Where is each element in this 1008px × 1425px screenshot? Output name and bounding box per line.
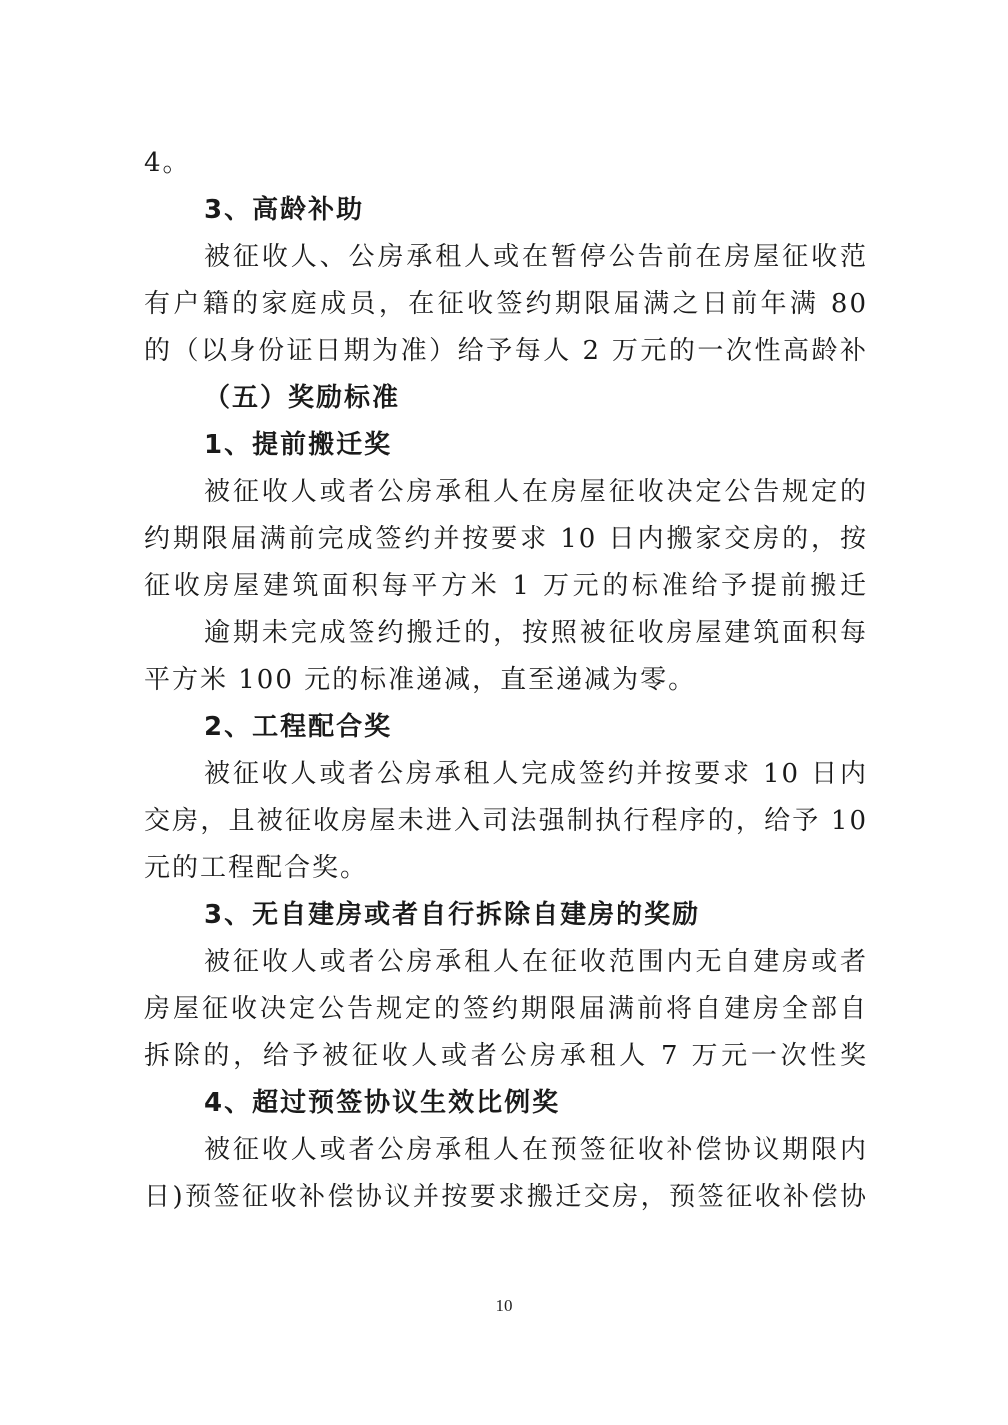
text-line: 被征收人或者公房承租人在征收范围内无自建房或者 — [204, 947, 868, 977]
page-number: 10 — [495, 1296, 513, 1315]
text-line: 日)预签征收补偿协议并按要求搬迁交房，预签征收补偿协 — [144, 1182, 868, 1212]
text-line: 约期限届满前完成签约并按要求 10 日内搬家交房的，按 — [144, 524, 868, 554]
text-line: 平方米 100 元的标准递减，直至递减为零。 — [144, 665, 697, 695]
section-heading-project-cooperation: 2、工程配合奖 — [204, 712, 393, 742]
text-line: 征收房屋建筑面积每平方米 1 万元的标准给予提前搬迁 — [144, 571, 868, 601]
section-heading-self-built-demolition: 3、无自建房或者自行拆除自建房的奖励 — [204, 900, 701, 930]
text-line: 有户籍的家庭成员，在征收签约期限届满之日前年满 80 — [144, 289, 868, 319]
text-line: 逾期未完成签约搬迁的，按照被征收房屋建筑面积每 — [204, 618, 868, 648]
text-line: 的（以身份证日期为准）给予每人 2 万元的一次性高龄补 — [144, 336, 868, 366]
text-line: 房屋征收决定公告规定的签约期限届满前将自建房全部自 — [144, 994, 868, 1024]
section-heading-early-relocation: 1、提前搬迁奖 — [204, 430, 393, 460]
section-heading-elderly-subsidy: 3、高龄补助 — [204, 195, 365, 225]
text-line: 交房，且被征收房屋未进入司法强制执行程序的，给予 10 — [144, 806, 868, 836]
body-text — [144, 140, 868, 1221]
text-line: 被征收人、公房承租人或在暂停公告前在房屋征收范 — [204, 242, 868, 272]
text-line: 拆除的，给予被征收人或者公房承租人 7 万元一次性奖 — [144, 1041, 868, 1071]
section-heading-reward-standards: （五）奖励标准 — [204, 383, 401, 413]
text-line: 元的工程配合奖。 — [144, 853, 369, 883]
text-line: 4。 — [144, 148, 191, 178]
section-heading-pre-sign-ratio: 4、超过预签协议生效比例奖 — [204, 1088, 561, 1118]
text-line: 被征收人或者公房承租人在预签征收补偿协议期限内 — [204, 1135, 868, 1165]
text-line: 被征收人或者公房承租人完成签约并按要求 10 日内 — [204, 759, 868, 789]
text-line: 被征收人或者公房承租人在房屋征收决定公告规定的 — [204, 477, 868, 507]
